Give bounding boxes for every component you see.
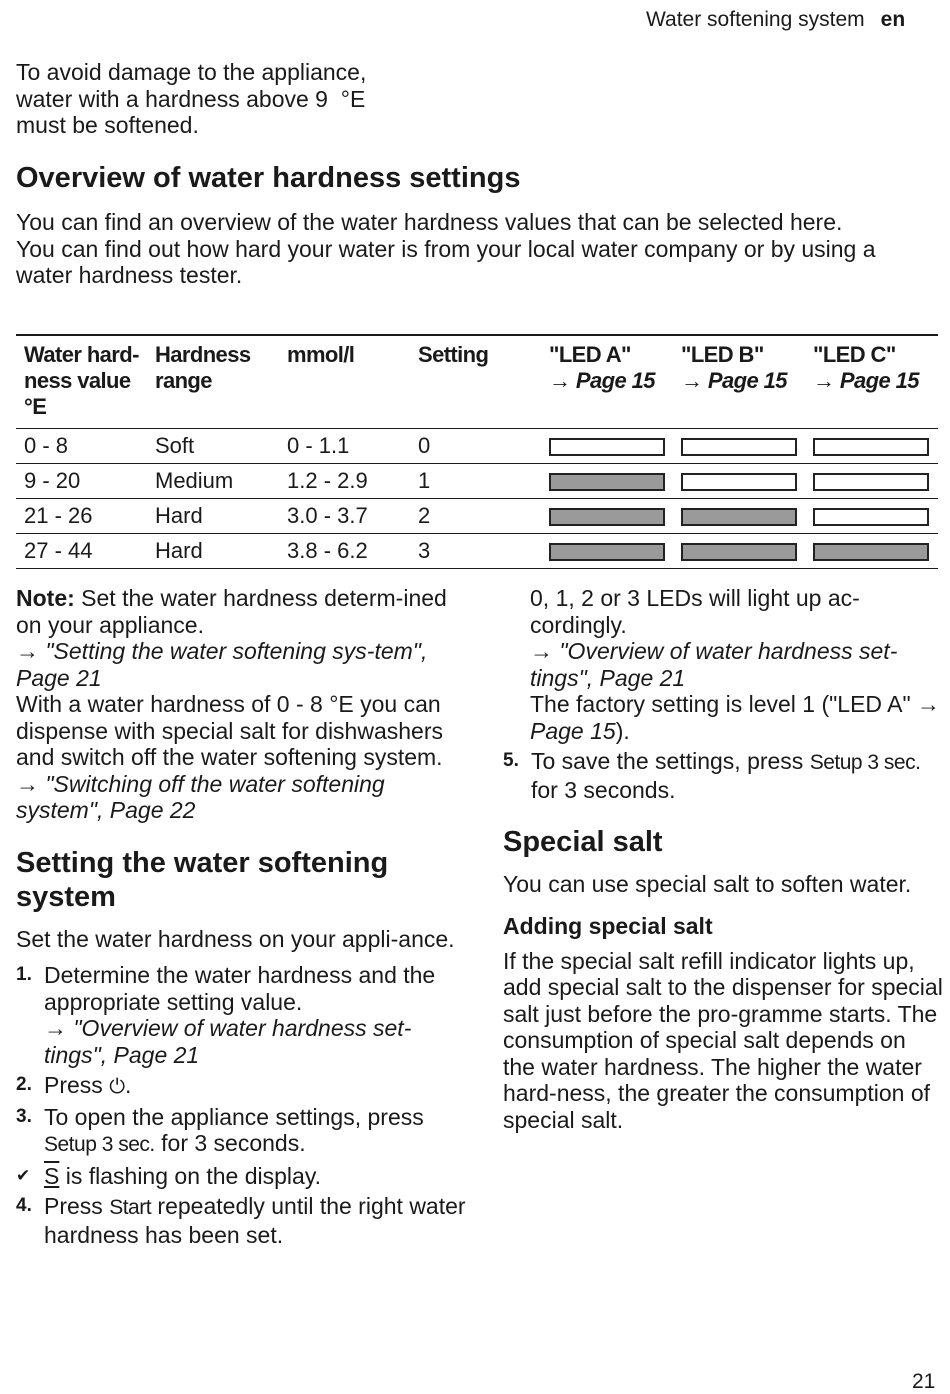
note-label: Note: — [16, 585, 75, 611]
led-off-indicator — [813, 438, 929, 456]
step-item — [16, 1072, 466, 1100]
softener-display-icon: S — [44, 1162, 60, 1189]
overview-paragraph: You can find out how hard your water is from your local water company or by using a water hardness tester. — [16, 235, 876, 288]
header-text: Hardness — [155, 342, 251, 367]
table-row — [16, 464, 938, 499]
setting-cell: 3 — [410, 534, 541, 569]
setting-steps-continued — [503, 748, 943, 803]
step-number: 2. — [16, 1074, 32, 1095]
page-ref: Page 15 — [575, 368, 655, 393]
intro-paragraph — [16, 59, 456, 139]
step-text: for 3 seconds. — [531, 776, 676, 803]
arrow-icon: → — [44, 1015, 67, 1041]
header-led-c — [805, 335, 938, 429]
cross-reference-link[interactable] — [16, 638, 466, 691]
header-text: "LED A" — [549, 342, 631, 367]
led-cell — [673, 429, 805, 464]
reference-text: "Switching off the water softening system", Page 22 — [16, 770, 385, 823]
hardness-range-cell: Hard — [147, 534, 279, 569]
cross-reference-link[interactable] — [44, 1015, 466, 1068]
factory-setting-text — [530, 691, 943, 744]
step-item — [16, 1104, 466, 1159]
arrow-icon: → — [813, 368, 835, 393]
step-continuation — [503, 585, 943, 744]
setting-cell: 0 — [410, 429, 541, 464]
led-off-indicator — [681, 438, 797, 456]
led-on-indicator — [549, 508, 665, 526]
step-text: Determine the water hardness and the appropriate setting value. — [44, 962, 436, 1015]
arrow-icon: → — [549, 368, 571, 393]
arrow-icon: → — [16, 770, 39, 797]
left-column — [16, 585, 466, 1252]
note-block — [16, 585, 466, 824]
header-text: "LED B" — [681, 342, 764, 367]
mmol-cell: 1.2 - 2.9 — [279, 464, 410, 499]
step-text: Press — [44, 1072, 110, 1098]
led-cell — [541, 464, 673, 499]
setting-cell: 2 — [410, 499, 541, 534]
led-cell — [541, 429, 673, 464]
arrow-icon: → — [681, 368, 703, 393]
led-cell — [805, 499, 938, 534]
led-on-indicator — [681, 508, 797, 526]
header-led-b — [673, 335, 805, 429]
setting-heading: Setting the water softening system — [16, 846, 389, 913]
table-header-row — [16, 335, 938, 429]
adding-salt-heading: Adding special salt — [503, 912, 713, 939]
special-salt-text: You can use special salt to soften water. — [503, 871, 912, 897]
header-text: ness value — [24, 368, 131, 393]
step-text: is flashing on the display. — [59, 1162, 322, 1189]
hardness-value-cell: 27 - 44 — [16, 534, 147, 569]
header-text: °E — [24, 394, 47, 419]
led-off-indicator — [813, 508, 929, 526]
step-number: 1. — [16, 964, 32, 985]
hardness-range-cell: Hard — [147, 499, 279, 534]
led-cell — [805, 464, 938, 499]
hardness-value-cell: 0 - 8 — [16, 429, 147, 464]
setup-button-label: Setup 3 sec. — [44, 1133, 155, 1156]
page-ref: Page 15 — [530, 717, 616, 744]
right-column — [503, 585, 943, 1133]
led-on-indicator — [549, 543, 665, 561]
setting-cell: 1 — [410, 464, 541, 499]
header-mmol: mmol/l — [279, 335, 410, 429]
start-button-label: Start — [109, 1196, 152, 1219]
factory-text: ). — [615, 717, 630, 744]
mmol-cell: 3.0 - 3.7 — [279, 499, 410, 534]
hardness-value-cell: 21 - 26 — [16, 499, 147, 534]
arrow-icon: → — [530, 638, 553, 664]
result-item — [16, 1163, 466, 1190]
running-header — [646, 8, 905, 32]
led-cell — [673, 464, 805, 499]
water-hardness-table — [16, 334, 938, 569]
special-salt-heading: Special salt — [503, 826, 663, 858]
led-cell — [673, 499, 805, 534]
step-item — [16, 962, 466, 1068]
step-text: for 3 seconds. — [154, 1130, 306, 1156]
led-cell — [541, 534, 673, 569]
step-text: Press — [44, 1193, 110, 1219]
step-number: 5. — [503, 750, 519, 771]
intro-line: must be softened. — [16, 112, 199, 138]
reference-text: "Overview of water hardness set-tings", Page 21 — [44, 1015, 412, 1068]
mmol-cell: 3.8 - 6.2 — [279, 534, 410, 569]
power-icon: ⏻ — [109, 1074, 126, 1098]
hardness-range-cell: Soft — [147, 429, 279, 464]
setup-button-label: Setup 3 sec. — [809, 751, 921, 774]
page-number: 21 — [912, 1370, 936, 1393]
header-text: Water hard- — [24, 342, 139, 367]
continuation-text: 0, 1, 2 or 3 LEDs will light up ac-cordingly. — [530, 585, 860, 638]
led-cell — [673, 534, 805, 569]
table-row — [16, 429, 938, 464]
table-row — [16, 534, 938, 569]
cross-reference-link[interactable] — [16, 771, 466, 824]
arrow-icon: → — [917, 691, 941, 717]
led-off-indicator — [549, 438, 665, 456]
cross-reference-link[interactable] — [530, 638, 943, 691]
setting-intro: Set the water hardness on your appli-ance. — [16, 925, 455, 952]
header-text: range — [155, 368, 212, 393]
step-number: 3. — [16, 1105, 32, 1127]
table-row — [16, 499, 938, 534]
setting-steps — [16, 962, 466, 1248]
step-text: . — [125, 1072, 132, 1098]
step-text: repeatedly until the right water hardness has been set. — [44, 1193, 466, 1248]
header-language: en — [880, 8, 906, 31]
hardness-value-cell: 9 - 20 — [16, 464, 147, 499]
step-text: To open the appliance settings, press — [44, 1103, 424, 1130]
led-off-indicator — [813, 473, 929, 491]
overview-text — [16, 209, 936, 289]
intro-line: water with a hardness above 9 °E — [16, 85, 366, 112]
arrow-icon: → — [16, 638, 39, 664]
checkmark-icon: ✔ — [16, 1165, 31, 1186]
step-text: To save the settings, press — [531, 748, 810, 774]
factory-text: The factory setting is level 1 ("LED A" — [530, 691, 918, 717]
note-text: Set the water hardness determ-ined on your appliance. — [16, 585, 447, 638]
intro-line: To avoid damage to the appliance, — [16, 59, 367, 85]
header-text: "LED C" — [813, 342, 896, 367]
header-section-title: Water softening system — [646, 8, 865, 31]
overview-paragraph: You can find an overview of the water hardness values that can be selected here. — [16, 209, 843, 235]
page-ref: Page 15 — [707, 368, 787, 393]
adding-salt-text: If the special salt refill indicator lights up, add special salt to the dispenser for special salt just before the pro-gramme starts. The consumption of special salt depends on the water hardness. The higher the water hard-ness, the greater the consumption of special salt. — [503, 947, 943, 1133]
overview-heading: Overview of water hardness settings — [16, 162, 521, 194]
header-hardness-value — [16, 335, 147, 429]
note-text: With a water hardness of 0 - 8 °E you can dispense with special salt for dishwashers and switch off the water softening system. — [16, 691, 443, 770]
reference-text: "Overview of water hardness set-tings", Page 21 — [530, 638, 898, 691]
led-on-indicator — [681, 543, 797, 561]
header-hardness-range — [147, 335, 279, 429]
reference-text: "Setting the water softening sys-tem", Page 21 — [16, 638, 428, 691]
header-setting: Setting — [410, 335, 541, 429]
led-cell — [805, 429, 938, 464]
step-item — [16, 1193, 466, 1248]
hardness-range-cell: Medium — [147, 464, 279, 499]
step-number: 4. — [16, 1195, 32, 1216]
led-on-indicator — [813, 543, 929, 561]
header-led-a — [541, 335, 673, 429]
led-on-indicator — [549, 473, 665, 491]
led-cell — [805, 534, 938, 569]
page-ref: Page 15 — [839, 368, 919, 393]
led-cell — [541, 499, 673, 534]
led-off-indicator — [681, 473, 797, 491]
step-item — [503, 748, 943, 803]
mmol-cell: 0 - 1.1 — [279, 429, 410, 464]
